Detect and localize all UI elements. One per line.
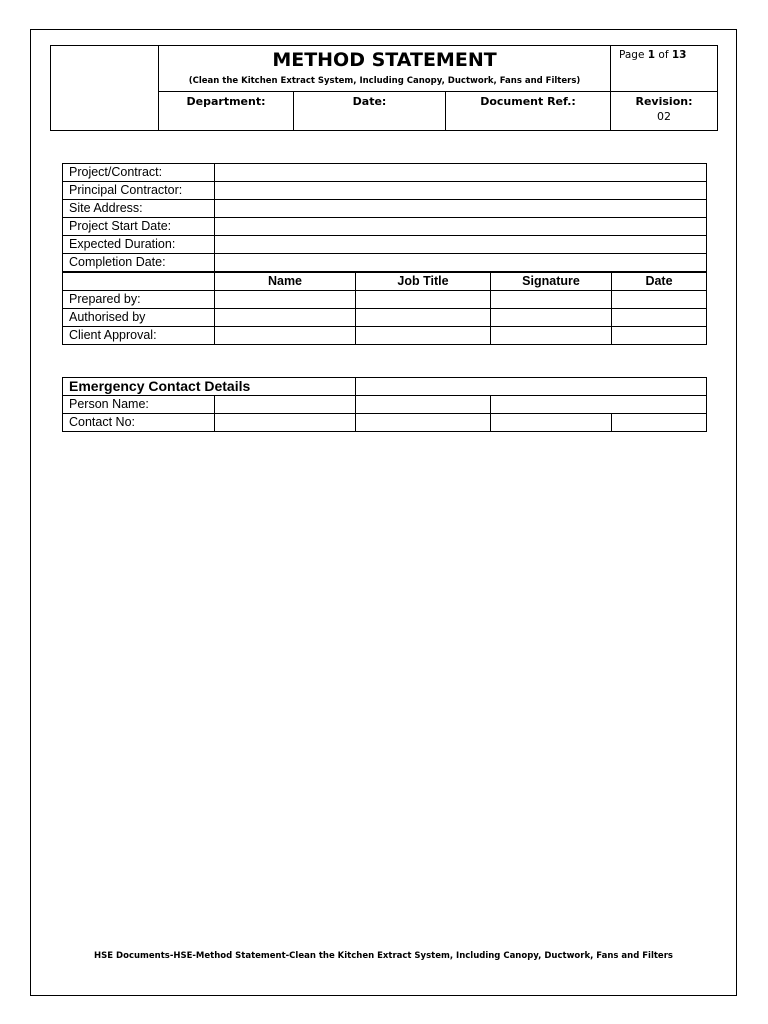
field-value[interactable]: [215, 218, 707, 236]
person-name-cell[interactable]: [215, 396, 356, 414]
column-header-row: [63, 272, 707, 291]
emergency-contact-table: [62, 377, 707, 432]
page-total: 13: [671, 49, 687, 61]
field-label: Expected Duration:: [63, 236, 215, 254]
blank-header-cell: [63, 272, 215, 291]
section-title-blank: [356, 378, 707, 396]
table-row: [63, 236, 707, 254]
column-header-name: Name: [215, 272, 356, 291]
column-header-signature: Signature: [491, 272, 612, 291]
date-cell[interactable]: [612, 309, 707, 327]
date-cell[interactable]: [612, 291, 707, 309]
table-row: [63, 218, 707, 236]
field-value[interactable]: [215, 182, 707, 200]
column-header-job-title: Job Title: [356, 272, 491, 291]
table-row: [63, 378, 707, 396]
contact-no-cell[interactable]: [356, 414, 491, 432]
table-row: [63, 327, 707, 345]
project-details-table: [62, 163, 707, 345]
signoff-label: Prepared by:: [63, 291, 215, 309]
person-name-cell[interactable]: [491, 396, 707, 414]
field-value[interactable]: [215, 254, 707, 273]
signoff-label: Client Approval:: [63, 327, 215, 345]
signature-cell[interactable]: [491, 291, 612, 309]
revision-label: Revision:: [635, 95, 693, 108]
table-row: [63, 291, 707, 309]
person-name-cell[interactable]: [356, 396, 491, 414]
page-footer: HSE Documents-HSE-Method Statement-Clean the Kitchen Extract System, Including Canopy, Ductwork, Fans and Filters: [94, 951, 673, 961]
logo-cell: [51, 46, 159, 131]
page-current: 1: [647, 49, 656, 61]
document-subtitle: (Clean the Kitchen Extract System, Including Canopy, Ductwork, Fans and Filters): [188, 76, 581, 86]
document-ref-label: Document Ref.:: [446, 92, 611, 131]
contact-no-cell[interactable]: [491, 414, 612, 432]
field-value[interactable]: [215, 200, 707, 218]
field-label: Site Address:: [63, 200, 215, 218]
title-cell: [159, 46, 611, 92]
field-label: Principal Contractor:: [63, 182, 215, 200]
table-row: [63, 200, 707, 218]
field-value[interactable]: [215, 236, 707, 254]
name-cell[interactable]: [215, 309, 356, 327]
table-row: [63, 414, 707, 432]
job-title-cell[interactable]: [356, 291, 491, 309]
field-value[interactable]: [215, 164, 707, 182]
name-cell[interactable]: [215, 327, 356, 345]
department-label: Department:: [159, 92, 294, 131]
table-row: [63, 309, 707, 327]
signoff-label: Authorised by: [63, 309, 215, 327]
page-number: Page 1 of 13: [611, 46, 718, 92]
table-row: [63, 254, 707, 273]
column-header-date: Date: [612, 272, 707, 291]
job-title-cell[interactable]: [356, 309, 491, 327]
contact-no-cell[interactable]: [215, 414, 356, 432]
job-title-cell[interactable]: [356, 327, 491, 345]
document-header: [50, 45, 718, 131]
person-name-label: Person Name:: [63, 396, 215, 414]
table-row: [63, 182, 707, 200]
table-row: [63, 164, 707, 182]
field-label: Completion Date:: [63, 254, 215, 273]
signature-cell[interactable]: [491, 309, 612, 327]
contact-no-cell[interactable]: [612, 414, 707, 432]
date-label: Date:: [294, 92, 446, 131]
section-title: Emergency Contact Details: [63, 378, 356, 396]
revision-cell: [611, 92, 718, 131]
table-row: [63, 396, 707, 414]
date-cell[interactable]: [612, 327, 707, 345]
name-cell[interactable]: [215, 291, 356, 309]
field-label: Project/Contract:: [63, 164, 215, 182]
revision-value: 02: [657, 110, 671, 123]
document-title: METHOD STATEMENT: [272, 49, 497, 71]
signature-cell[interactable]: [491, 327, 612, 345]
contact-no-label: Contact No:: [63, 414, 215, 432]
field-label: Project Start Date:: [63, 218, 215, 236]
